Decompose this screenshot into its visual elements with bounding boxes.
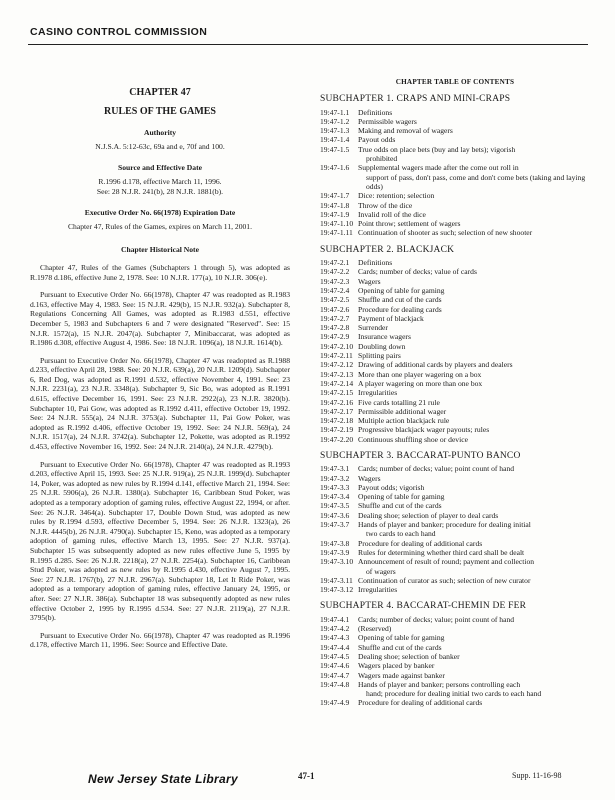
subchapter-heading: SUBCHAPTER 4. BACCARAT-CHEMIN DE FER bbox=[320, 601, 527, 612]
section-title bbox=[358, 108, 590, 117]
toc-entry bbox=[320, 435, 590, 444]
section-title-line: Supplemental wagers made after the come out roll in bbox=[358, 163, 519, 173]
section-title bbox=[358, 425, 590, 434]
toc-entry bbox=[320, 145, 590, 164]
toc-entry bbox=[320, 539, 590, 548]
section-title bbox=[358, 360, 590, 369]
section-title-line: Payment of blackjack bbox=[358, 313, 424, 323]
section-title bbox=[358, 277, 590, 286]
section-title-line: Shuffle and cut of the cards bbox=[358, 295, 442, 305]
section-number: 19:47-2.14 bbox=[320, 378, 354, 388]
section-title bbox=[358, 145, 590, 164]
section-number: 19:47-3.10 bbox=[320, 557, 354, 567]
toc-entry bbox=[320, 464, 590, 473]
section-title-line: Procedure for dealing of additional cards bbox=[358, 538, 483, 548]
supplement-date: Supp. 11-16-98 bbox=[512, 771, 562, 780]
authority-heading: Authority bbox=[143, 128, 177, 138]
history-paragraph: Pursuant to Executive Order No. 66(1978), Chapter 47 was readopted as R.1993 d.203, effective April 15, 1993. See: 25 N.J.R. 919(a), 25 N.J.R. 1999(d). Subchapter 14, Poker, was adopted as new rules by R.1994 d.141, effective March 21, 1994. See: 25 N.J.R. 5906(a), 26 N.J.R. 1380(a). Subchapter 16, Caribbean Stud Poker, was adopted as a temporary adoption of gaming rules, effective August 22, 1994, or after. See: 26 N.J.R. 3464(a). Subchapter 17, Double Down Stud, was adopted as new rules by R.1994 d.593, effective December 5, 1994. See: 26 N.J.R. 1323(a), 26 N.J.R. 4445(b), 26 N.J.R. 4790(a). Subchapter 15, Keno, was adopted as a temporary adoption of gaming rules, effective March 13, 1995. See: 27 N.J.R. 937(a). Subchapter 15 was subsequently adopted as new rules effective June 5, 1995 by R.1995 d.285. See: 26 N.J.R. 2218(a), 27 N.J.R. 2254(a). Subchapter 16, Caribbean Stud Poker, was adopted as new rules by R.1995 d.430, effective August 7, 1995. See: 27 N.J.R. 1767(b), 27 N.J.R. 2967(a). Subchapter 18, Let It Ride Poker, was adopted as a temporary adoption of gaming rules, effective January 24, 1995, or after. See: 27 N.J.R. 386(a). Subchapter 18 was subsequently adopted as new rules effective October 2, 1995 by R.1995 d.534. See: 27 N.J.R. 2119(a), 27 N.J.R. 3795(b). bbox=[30, 459, 290, 623]
toc-title: CHAPTER TABLE OF CONTENTS bbox=[395, 78, 515, 86]
toc-entry bbox=[320, 323, 590, 332]
section-number: 19:47-4.4 bbox=[320, 642, 350, 652]
section-number: 19:47-4.5 bbox=[320, 651, 350, 661]
section-title-line: Cards; number of decks; value; point count of hand bbox=[358, 464, 515, 474]
section-title bbox=[358, 342, 590, 351]
section-number: 19:47-3.7 bbox=[320, 520, 350, 530]
toc-entry bbox=[320, 492, 590, 501]
section-number: 19:47-2.16 bbox=[320, 397, 354, 407]
section-title bbox=[358, 643, 590, 652]
toc-entry bbox=[320, 126, 590, 135]
section-title bbox=[358, 492, 590, 501]
toc-entry bbox=[320, 680, 590, 699]
section-number: 19:47-2.7 bbox=[320, 313, 350, 323]
header-rule bbox=[28, 44, 588, 45]
section-number: 19:47-2.15 bbox=[320, 388, 354, 398]
section-title bbox=[358, 435, 590, 444]
section-title-line: Shuffle and cut of the cards bbox=[358, 642, 442, 652]
section-title bbox=[358, 520, 590, 539]
toc-entry bbox=[320, 108, 590, 117]
section-title bbox=[358, 548, 590, 557]
section-number: 19:47-3.6 bbox=[320, 510, 350, 520]
library-stamp: New Jersey State Library bbox=[88, 772, 238, 786]
section-title bbox=[358, 323, 590, 332]
section-title-continuation: two cards to each hand bbox=[366, 529, 436, 539]
section-title bbox=[358, 416, 590, 425]
section-title-line: Hands of player and banker; procedure for dealing initial bbox=[358, 520, 531, 530]
section-title bbox=[358, 379, 590, 388]
toc-entry bbox=[320, 548, 590, 557]
toc-entry bbox=[320, 351, 590, 360]
section-title bbox=[358, 267, 590, 276]
section-title bbox=[358, 407, 590, 416]
section-number: 19:47-2.6 bbox=[320, 304, 350, 314]
section-title-line: Cards; number of decks; value; point count of hand bbox=[358, 614, 515, 624]
toc-entry bbox=[320, 360, 590, 369]
section-title bbox=[358, 474, 590, 483]
section-title-line: Payout odds; vigorish bbox=[358, 482, 425, 492]
section-title-line: Splitting pairs bbox=[358, 351, 401, 361]
section-title bbox=[358, 615, 590, 624]
section-number: 19:47-4.6 bbox=[320, 661, 350, 671]
toc-entry bbox=[320, 407, 590, 416]
historical-note-body bbox=[30, 263, 290, 650]
toc-entry bbox=[320, 416, 590, 425]
section-title-line: Five cards totalling 21 rule bbox=[358, 397, 440, 407]
section-number: 19:47-4.2 bbox=[320, 624, 350, 634]
section-title bbox=[358, 698, 590, 707]
toc-entry bbox=[320, 163, 590, 191]
section-number: 19:47-1.3 bbox=[320, 126, 350, 136]
section-title-line: Definitions bbox=[358, 107, 393, 117]
toc-entry bbox=[320, 370, 590, 379]
section-number: 19:47-3.5 bbox=[320, 501, 350, 511]
section-number: 19:47-4.7 bbox=[320, 670, 350, 680]
toc-entry bbox=[320, 295, 590, 304]
section-title bbox=[358, 388, 590, 397]
section-number: 19:47-2.9 bbox=[320, 332, 350, 342]
section-title-line: Making and removal of wagers bbox=[358, 126, 453, 136]
section-title-line: Payout odds bbox=[358, 135, 396, 145]
section-title bbox=[358, 191, 590, 200]
section-number: 19:47-1.4 bbox=[320, 135, 350, 145]
section-title-line: Procedure for dealing of additional cards bbox=[358, 698, 483, 708]
toc-entry bbox=[320, 342, 590, 351]
section-title-continuation: of wagers bbox=[366, 566, 396, 576]
toc-entry bbox=[320, 557, 590, 576]
toc-entry bbox=[320, 379, 590, 388]
section-title-line: Wagers made against banker bbox=[358, 670, 445, 680]
section-number: 19:47-3.2 bbox=[320, 473, 350, 483]
toc-entry bbox=[320, 286, 590, 295]
section-title-line: Insurance wagers bbox=[358, 332, 411, 342]
toc-entry bbox=[320, 671, 590, 680]
section-title bbox=[358, 539, 590, 548]
executive-order-text: Chapter 47, Rules of the Games, expires on March 11, 2001. bbox=[67, 221, 253, 231]
section-title bbox=[358, 117, 590, 126]
toc-entry bbox=[320, 624, 590, 633]
toc-entry bbox=[320, 520, 590, 539]
section-title bbox=[358, 126, 590, 135]
section-title-line: More than one player wagering on a box bbox=[358, 369, 482, 379]
toc-entry bbox=[320, 425, 590, 434]
right-column bbox=[320, 78, 590, 708]
section-number: 19:47-2.20 bbox=[320, 434, 354, 444]
toc-entry bbox=[320, 135, 590, 144]
authority-text: N.J.S.A. 5:12-63c, 69a and e, 70f and 100. bbox=[95, 141, 225, 151]
toc-entry bbox=[320, 277, 590, 286]
toc-entry bbox=[320, 698, 590, 707]
toc-entry bbox=[320, 332, 590, 341]
section-title bbox=[358, 585, 590, 594]
section-title bbox=[358, 258, 590, 267]
section-title-line: Cards; number of decks; value of cards bbox=[358, 267, 477, 277]
section-number: 19:47-1.2 bbox=[320, 116, 350, 126]
page-number: 47-1 bbox=[298, 771, 315, 781]
section-title-line: (Reserved) bbox=[358, 624, 392, 634]
section-title-line: Continuation of curator as such; selection of new curator bbox=[358, 575, 531, 585]
section-title-line: A player wagering on more than one box bbox=[358, 378, 483, 388]
toc-entry bbox=[320, 474, 590, 483]
section-number: 19:47-2.18 bbox=[320, 416, 354, 426]
section-title-line: Permissible additional wager bbox=[358, 406, 447, 416]
section-title bbox=[358, 633, 590, 642]
section-number: 19:47-1.7 bbox=[320, 191, 350, 201]
section-title-line: Dealing shoe; selection of player to deal cards bbox=[358, 510, 499, 520]
toc-entry bbox=[320, 117, 590, 126]
section-title-line: Drawing of additional cards by players and dealers bbox=[358, 360, 513, 370]
section-title-line: Irregularities bbox=[358, 388, 398, 398]
toc-entry bbox=[320, 652, 590, 661]
section-title bbox=[358, 332, 590, 341]
section-number: 19:47-3.1 bbox=[320, 464, 350, 474]
section-number: 19:47-4.3 bbox=[320, 633, 350, 643]
section-title-continuation: support of pass, don't pass, come and don't come bets (taking and laying odds) bbox=[366, 172, 586, 191]
section-number: 19:47-2.3 bbox=[320, 276, 350, 286]
toc-entry bbox=[320, 483, 590, 492]
history-paragraph: Pursuant to Executive Order No. 66(1978), Chapter 47 was readopted as R.1988 d.233, effective April 28, 1988. See: 20 N.J.R. 639(a), 20 N.J.R. 1209(d). Subchapter 6, Red Dog, was adopted as R.1991 d.532, effective November 4, 1991. See: 23 N.J.R. 2231(a), 23 N.J.R. 3348(a). Subchapter 9, Sic Bo, was adopted as R.1991 d.615, effective December 16, 1991. See: 23 N.J.R. 2922(a), 23 N.J.R. 3820(b). Subchapter 10, Pai Gow, was adopted as R.1992 d.411, effective October 19, 1992. See: 24 N.J.R. 555(a), 24 N.J.R. 3753(a). Subchapter 11, Pai Gow Poker, was adopted as R.1992 d.406, effective October 19, 1992. See: 24 N.J.R. 569(a), 24 N.J.R. 1517(a), 24 N.J.R. 3742(a). Subchapter 12, Pokette, was adopted as R.1992 d.453, effective November 16, 1992. See: 24 N.J.R. 2140(a), 24 N.J.R. 4279(b). bbox=[30, 355, 290, 452]
section-title bbox=[358, 680, 590, 699]
toc-entry bbox=[320, 511, 590, 520]
section-title bbox=[358, 219, 590, 228]
section-number: 19:47-1.1 bbox=[320, 107, 350, 117]
running-header: CASINO CONTROL COMMISSION bbox=[30, 26, 208, 38]
section-title bbox=[358, 210, 590, 219]
toc-entry bbox=[320, 210, 590, 219]
section-number: 19:47-3.3 bbox=[320, 482, 350, 492]
section-title-line: Doubling down bbox=[358, 341, 406, 351]
section-number: 19:47-3.11 bbox=[320, 575, 353, 585]
section-title-line: Point throw; settlement of wagers bbox=[358, 219, 461, 229]
section-title bbox=[358, 576, 590, 585]
left-column bbox=[30, 78, 290, 650]
section-number: 19:47-2.10 bbox=[320, 341, 354, 351]
toc-entry bbox=[320, 201, 590, 210]
section-title-line: True odds on place bets (buy and lay bets); vigorish bbox=[358, 144, 516, 154]
toc-entry bbox=[320, 585, 590, 594]
section-title bbox=[358, 370, 590, 379]
section-number: 19:47-2.2 bbox=[320, 267, 350, 277]
section-title-line: Continuous shuffling shoe or device bbox=[358, 434, 468, 444]
section-title-line: Throw of the dice bbox=[358, 200, 413, 210]
subchapter-heading: SUBCHAPTER 1. CRAPS AND MINI-CRAPS bbox=[320, 94, 511, 105]
section-title-line: Permissible wagers bbox=[358, 116, 417, 126]
toc-entry bbox=[320, 305, 590, 314]
source-line-1: R.1996 d.178, effective March 11, 1996. bbox=[98, 176, 222, 186]
toc-entry bbox=[320, 314, 590, 323]
section-title bbox=[358, 671, 590, 680]
history-paragraph: Pursuant to Executive Order No. 66(1978), Chapter 47 was readopted as R.1983 d.163, effective May 4, 1983. See: 15 N.J.R. 429(b), 15 N.J.R. 932(a). Subchapter 8, Regulations Concerning All Games, was adopted as R.1983 d.551, effective December 5, 1983 and Subchapters 6 and 7 were designated "Reserved". See: 15 N.J.R. 1572(a), 15 N.J.R. 2047(a). Subchapter 7, Minibaccarat, was adopted as R.1986 d.308, effective August 4, 1986. See: 18 N.J.R. 1096(a), 18 N.J.R. 1614(b). bbox=[30, 290, 290, 348]
section-number: 19:47-3.8 bbox=[320, 538, 350, 548]
section-title-line: Surrender bbox=[358, 323, 388, 333]
section-title-line: Opening of table for gaming bbox=[358, 492, 445, 502]
section-title bbox=[358, 661, 590, 670]
section-title bbox=[358, 201, 590, 210]
section-number: 19:47-2.1 bbox=[320, 258, 350, 268]
section-title-line: Shuffle and cut of the cards bbox=[358, 501, 442, 511]
section-number: 19:47-1.6 bbox=[320, 163, 350, 173]
toc-entry bbox=[320, 501, 590, 510]
section-title-line: Continuation of shooter as such; selection of new shooter bbox=[358, 228, 533, 238]
section-number: 19:47-2.11 bbox=[320, 351, 353, 361]
section-title-continuation: prohibited bbox=[366, 154, 398, 164]
toc-entry bbox=[320, 267, 590, 276]
toc-entry bbox=[320, 661, 590, 670]
historical-note-heading: Chapter Historical Note bbox=[121, 245, 199, 255]
toc-entry bbox=[320, 219, 590, 228]
section-title-line: Dice: retention; selection bbox=[358, 191, 435, 201]
toc-entry bbox=[320, 191, 590, 200]
section-title bbox=[358, 135, 590, 144]
toc-body bbox=[320, 95, 590, 707]
section-number: 19:47-3.4 bbox=[320, 492, 350, 502]
section-title-line: Rules for determining whether third card shall be dealt bbox=[358, 547, 525, 557]
section-number: 19:47-1.5 bbox=[320, 144, 350, 154]
section-number: 19:47-3.9 bbox=[320, 547, 350, 557]
section-title-line: Dealing shoe; selection of banker bbox=[358, 651, 460, 661]
section-title bbox=[358, 295, 590, 304]
section-number: 19:47-2.13 bbox=[320, 369, 354, 379]
section-title-line: Announcement of result of round; payment and collection bbox=[358, 557, 535, 567]
section-number: 19:47-1.11 bbox=[320, 228, 353, 238]
section-title bbox=[358, 163, 590, 191]
toc-entry bbox=[320, 398, 590, 407]
section-title bbox=[358, 652, 590, 661]
section-title-line: Opening of table for gaming bbox=[358, 285, 445, 295]
section-title bbox=[358, 483, 590, 492]
subchapter-heading: SUBCHAPTER 2. BLACKJACK bbox=[320, 244, 455, 255]
section-number: 19:47-4.9 bbox=[320, 698, 350, 708]
toc-entry bbox=[320, 643, 590, 652]
section-title-line: Definitions bbox=[358, 258, 393, 268]
executive-order-heading: Executive Order No. 66(1978) Expiration Date bbox=[84, 208, 236, 218]
section-number: 19:47-2.8 bbox=[320, 323, 350, 333]
source-line-2: See: 28 N.J.R. 241(b), 28 N.J.R. 1881(b). bbox=[96, 186, 224, 196]
section-title-line: Invalid roll of the dice bbox=[358, 209, 426, 219]
section-number: 19:47-1.9 bbox=[320, 209, 350, 219]
section-title-continuation: hand; procedure for dealing initial two cards to each hand bbox=[366, 689, 542, 699]
section-title bbox=[358, 501, 590, 510]
section-title bbox=[358, 228, 590, 237]
section-title bbox=[358, 398, 590, 407]
section-number: 19:47-2.5 bbox=[320, 295, 350, 305]
section-number: 19:47-4.1 bbox=[320, 614, 350, 624]
section-title-line: Wagers bbox=[358, 473, 381, 483]
subchapter-heading: SUBCHAPTER 3. BACCARAT-PUNTO BANCO bbox=[320, 450, 521, 461]
toc-entry bbox=[320, 228, 590, 237]
chapter-number: CHAPTER 47 bbox=[129, 87, 191, 98]
section-title-line: Wagers placed by banker bbox=[358, 661, 435, 671]
section-title-line: Hands of player and banker; persons controlling each bbox=[358, 679, 521, 689]
section-number: 19:47-2.19 bbox=[320, 425, 354, 435]
section-number: 19:47-1.10 bbox=[320, 219, 354, 229]
section-title bbox=[358, 464, 590, 473]
section-title bbox=[358, 511, 590, 520]
section-number: 19:47-2.17 bbox=[320, 406, 354, 416]
source-heading: Source and Effective Date bbox=[117, 163, 202, 173]
toc-entry bbox=[320, 615, 590, 624]
section-number: 19:47-2.12 bbox=[320, 360, 354, 370]
section-title bbox=[358, 557, 590, 576]
section-number: 19:47-1.8 bbox=[320, 200, 350, 210]
section-title bbox=[358, 314, 590, 323]
section-title-line: Progressive blackjack wager payouts; rules bbox=[358, 425, 490, 435]
section-title bbox=[358, 305, 590, 314]
chapter-title: RULES OF THE GAMES bbox=[104, 105, 216, 117]
history-paragraph: Chapter 47, Rules of the Games (Subchapters 1 through 5), was adopted as R.1978 d.186, effective June 2, 1978. See: 10 N.J.R. 177(a), 10 N.J.R. 306(e). bbox=[30, 262, 290, 282]
section-number: 19:47-4.8 bbox=[320, 679, 350, 689]
toc-entry bbox=[320, 388, 590, 397]
toc-entry bbox=[320, 258, 590, 267]
section-title-line: Multiple action blackjack rule bbox=[358, 416, 450, 426]
section-title-line: Procedure for dealing cards bbox=[358, 304, 442, 314]
section-number: 19:47-2.4 bbox=[320, 285, 350, 295]
section-number: 19:47-3.12 bbox=[320, 585, 354, 595]
toc-entry bbox=[320, 576, 590, 585]
section-title-line: Irregularities bbox=[358, 585, 398, 595]
section-title-line: Opening of table for gaming bbox=[358, 633, 445, 643]
history-paragraph: Pursuant to Executive Order No. 66(1978), Chapter 47 was readopted as R.1996 d.178, effective March 11, 1996. See: Source and Effective Date. bbox=[30, 630, 290, 650]
section-title-line: Wagers bbox=[358, 276, 381, 286]
section-title bbox=[358, 624, 590, 633]
toc-entry bbox=[320, 633, 590, 642]
section-title bbox=[358, 286, 590, 295]
section-title bbox=[358, 351, 590, 360]
